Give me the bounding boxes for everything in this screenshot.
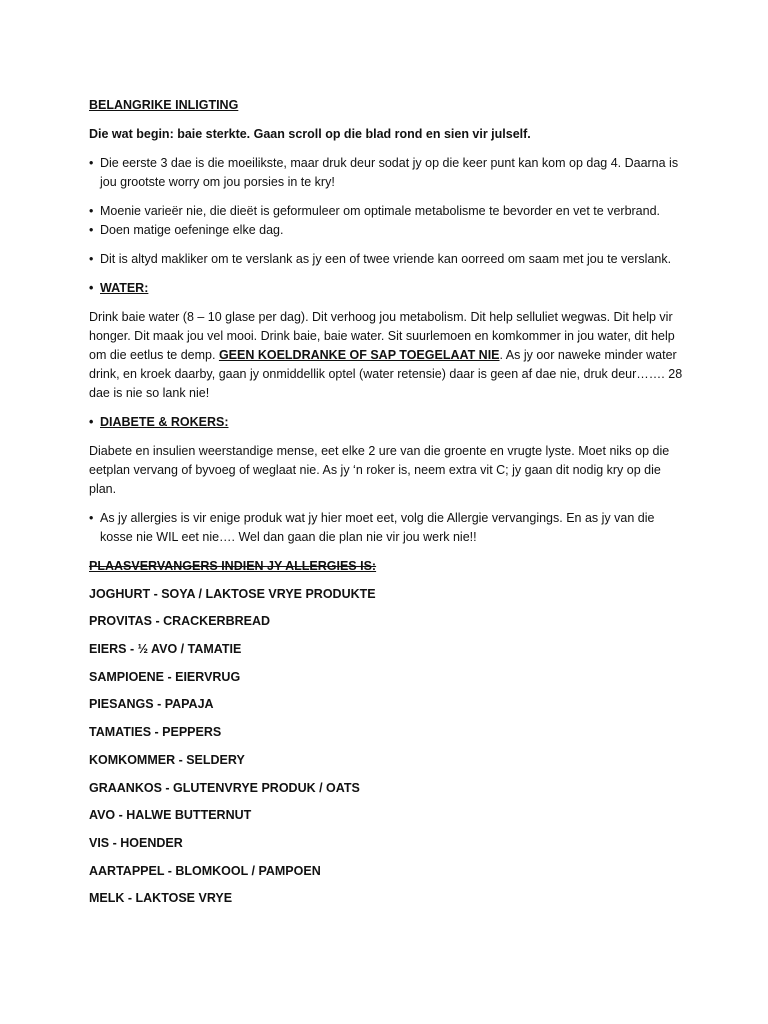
diabete-paragraph: Diabete en insulien weerstandige mense, eet elke 2 ure van die groente en vrugte lyste. Moet niks op die eetplan vervang of byvoeg of weglaat nie. As jy ‘n roker is, neem extra vit C; jy gaan dit nodig kry op die plan. bbox=[89, 444, 670, 496]
bullet-item bbox=[89, 154, 689, 192]
diabete-heading-text: DIABETE & ROKERS: bbox=[100, 415, 229, 429]
substitutes-heading: PLAASVERVANGERS INDIEN JY ALLERGIES IS: bbox=[89, 559, 377, 573]
water-warning: GEEN KOELDRANKE OF SAP TOEGELAAT NIE bbox=[218, 348, 500, 362]
substitute-item: MELK - LAKTOSE VRYE bbox=[89, 891, 233, 906]
substitute-item: JOGHURT - SOYA / LAKTOSE VRYE PRODUKTE bbox=[89, 586, 376, 601]
substitute-item: AARTAPPEL - BLOMKOOL / PAMPOEN bbox=[89, 863, 321, 878]
intro-text: Die wat begin: baie sterkte. Gaan scroll op die blad rond en sien vir julself. bbox=[89, 127, 531, 141]
bullet-dot: • bbox=[89, 281, 94, 295]
water-text-a: Drink baie water (8 – 10 glase per dag). Dit verhoog jou metabolism. Dit help selluliet wegwas. Dit help vir honger. Dit maak jou vel mooi. Drink baie, baie water. Sit suurlemoen en komkommer in jou water, dit help om die eetlus te demp. bbox=[89, 310, 675, 362]
bullet-item bbox=[89, 221, 689, 240]
bullet-item bbox=[89, 202, 689, 221]
substitute-item: EIERS - ½ AVO / TAMATIE bbox=[89, 642, 242, 657]
bullet-text: Dit is altyd makliker om te verslank as jy een of twee vriende kan oorreed om saam met jou te verslank. bbox=[100, 252, 672, 266]
diabete-heading bbox=[89, 413, 689, 432]
substitute-item: VIS - HOENDER bbox=[89, 835, 183, 850]
water-heading bbox=[89, 279, 689, 298]
substitutes-list bbox=[89, 585, 689, 909]
document-title: BELANGRIKE INLIGTING bbox=[89, 98, 239, 112]
bullet-text: Die eerste 3 dae is die moeilikste, maar druk deur sodat jy op die keer punt kan kom op dag 4. Daarna is jou grootste worry om jou porsies in te kry! bbox=[100, 156, 679, 189]
bullet-dot: • bbox=[89, 252, 94, 266]
substitute-item: TAMATIES - PEPPERS bbox=[89, 725, 222, 740]
bullet-text: Doen matige oefeninge elke dag. bbox=[100, 223, 284, 237]
bullet-text: Moenie varieër nie, die dieët is geformuleer om optimale metabolisme te bevorder en vet te verbrand. bbox=[100, 204, 661, 218]
substitute-item: PROVITAS - CRACKERBREAD bbox=[89, 614, 271, 629]
substitute-item: PIESANGS - PAPAJA bbox=[89, 697, 214, 712]
bullet-dot: • bbox=[89, 415, 94, 429]
allergy-bullet bbox=[89, 509, 689, 547]
bullet-dot: • bbox=[89, 511, 94, 525]
substitute-item: AVO - HALWE BUTTERNUT bbox=[89, 808, 252, 823]
water-text-b: . As jy oor naweke minder water drink, en kroek daarby, gaan jy onmiddellik optel (water retensie) daar is geen af dae nie, druk deur……. 28 dae is nie so lank nie! bbox=[89, 348, 683, 400]
substitute-item: GRAANKOS - GLUTENVRYE PRODUK / OATS bbox=[89, 780, 360, 795]
water-heading-text: WATER: bbox=[100, 281, 149, 295]
document-page bbox=[89, 96, 689, 917]
allergy-bullet-text: As jy allergies is vir enige produk wat jy hier moet eet, volg die Allergie vervangings. En as jy van die kosse nie WIL eet nie…. Wel dan gaan die plan nie vir jou werk nie!! bbox=[100, 511, 655, 544]
bullet-dot: • bbox=[89, 204, 94, 218]
substitute-item: KOMKOMMER - SELDERY bbox=[89, 752, 245, 767]
bullet-item bbox=[89, 250, 689, 269]
water-paragraph bbox=[89, 308, 689, 403]
bullet-dot: • bbox=[89, 156, 94, 170]
bullet-dot: • bbox=[89, 223, 94, 237]
substitute-item: SAMPIOENE - EIERVRUG bbox=[89, 669, 241, 684]
